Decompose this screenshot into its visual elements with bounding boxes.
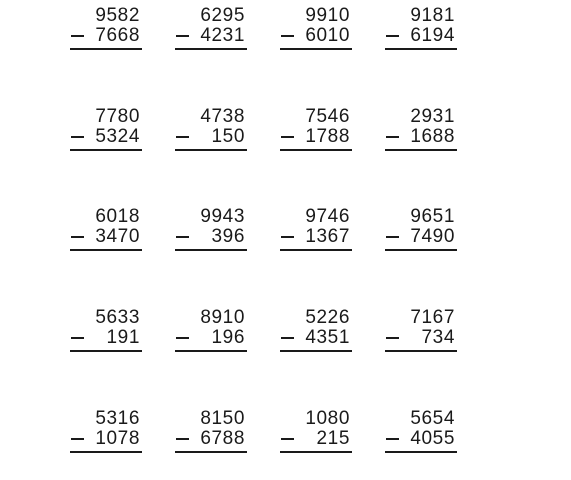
subtrahend-row [385, 127, 455, 147]
minuend: 5654 [410, 408, 455, 429]
minuend: 2931 [410, 106, 455, 127]
answer-line [280, 451, 352, 453]
subtrahend-row [175, 429, 245, 449]
minuend: 5226 [305, 307, 350, 328]
subtraction-problem [385, 6, 457, 50]
answer-line [280, 48, 352, 50]
answer-line [385, 451, 457, 453]
subtraction-problem [70, 308, 142, 352]
subtraction-problem [70, 207, 142, 251]
subtraction-problem [280, 409, 352, 453]
minus-sign-icon [386, 35, 399, 37]
minuend: 9746 [305, 206, 350, 227]
minus-sign-icon [281, 136, 294, 138]
subtraction-problem [175, 308, 247, 352]
minuend: 4738 [200, 106, 245, 127]
minus-sign-icon [386, 337, 399, 339]
subtrahend-row [280, 227, 350, 247]
minus-sign-icon [386, 236, 399, 238]
answer-line [70, 48, 142, 50]
subtrahend: 5324 [95, 126, 140, 147]
minus-sign-icon [176, 236, 189, 238]
subtraction-problem [280, 107, 352, 151]
subtraction-problem [175, 409, 247, 453]
subtrahend-row [385, 26, 455, 46]
minus-sign-icon [176, 35, 189, 37]
minuend: 8150 [200, 408, 245, 429]
minus-sign-icon [71, 35, 84, 37]
subtrahend-row [175, 328, 245, 348]
subtraction-problem [70, 409, 142, 453]
subtrahend-row [280, 328, 350, 348]
subtrahend: 1688 [410, 126, 455, 147]
answer-line [385, 350, 457, 352]
minus-sign-icon [386, 136, 399, 138]
subtrahend-row [385, 429, 455, 449]
minuend: 5633 [95, 307, 140, 328]
subtraction-problem [175, 107, 247, 151]
subtrahend: 3470 [95, 226, 140, 247]
minuend: 8910 [200, 307, 245, 328]
answer-line [175, 350, 247, 352]
minuend: 6295 [200, 5, 245, 26]
subtrahend: 7490 [410, 226, 455, 247]
minus-sign-icon [281, 236, 294, 238]
subtrahend: 1078 [95, 428, 140, 449]
minus-sign-icon [176, 136, 189, 138]
minus-sign-icon [281, 35, 294, 37]
minuend: 7780 [95, 106, 140, 127]
subtrahend: 4055 [410, 428, 455, 449]
subtrahend-row [280, 429, 350, 449]
minus-sign-icon [71, 337, 84, 339]
subtrahend: 191 [106, 327, 140, 348]
minuend: 9910 [305, 5, 350, 26]
subtrahend: 196 [211, 327, 245, 348]
subtrahend: 6010 [305, 25, 350, 46]
minuend: 7167 [410, 307, 455, 328]
minuend: 1080 [305, 408, 350, 429]
subtraction-problem [175, 6, 247, 50]
minus-sign-icon [71, 236, 84, 238]
minuend: 9943 [200, 206, 245, 227]
minuend: 5316 [95, 408, 140, 429]
answer-line [70, 149, 142, 151]
minuend: 6018 [95, 206, 140, 227]
minuend: 9181 [410, 5, 455, 26]
minus-sign-icon [386, 438, 399, 440]
subtrahend-row [280, 127, 350, 147]
answer-line [280, 149, 352, 151]
answer-line [70, 451, 142, 453]
subtrahend-row [70, 328, 140, 348]
answer-line [175, 149, 247, 151]
subtrahend-row [385, 227, 455, 247]
minus-sign-icon [71, 438, 84, 440]
minus-sign-icon [176, 438, 189, 440]
subtrahend-row [280, 26, 350, 46]
minus-sign-icon [281, 337, 294, 339]
subtraction-problem [280, 308, 352, 352]
minus-sign-icon [281, 438, 294, 440]
minuend: 9582 [95, 5, 140, 26]
subtrahend-row [175, 26, 245, 46]
subtrahend-row [385, 328, 455, 348]
subtrahend: 7668 [95, 25, 140, 46]
subtraction-problem [385, 207, 457, 251]
subtrahend-row [70, 227, 140, 247]
answer-line [280, 249, 352, 251]
subtrahend: 1788 [305, 126, 350, 147]
subtrahend-row [175, 227, 245, 247]
subtraction-problem [385, 409, 457, 453]
subtrahend: 734 [421, 327, 455, 348]
answer-line [385, 149, 457, 151]
subtrahend: 396 [211, 226, 245, 247]
answer-line [385, 48, 457, 50]
answer-line [385, 249, 457, 251]
subtrahend: 6788 [200, 428, 245, 449]
subtraction-problem [175, 207, 247, 251]
answer-line [70, 249, 142, 251]
subtrahend: 150 [211, 126, 245, 147]
subtrahend: 4231 [200, 25, 245, 46]
answer-line [70, 350, 142, 352]
subtrahend-row [70, 127, 140, 147]
minuend: 9651 [410, 206, 455, 227]
minus-sign-icon [176, 337, 189, 339]
subtraction-problem [280, 6, 352, 50]
minuend: 7546 [305, 106, 350, 127]
subtraction-problem [385, 308, 457, 352]
answer-line [175, 249, 247, 251]
subtraction-problem [70, 6, 142, 50]
answer-line [175, 451, 247, 453]
subtrahend: 1367 [305, 226, 350, 247]
subtrahend-row [70, 26, 140, 46]
answer-line [175, 48, 247, 50]
subtraction-problem [280, 207, 352, 251]
subtrahend-row [175, 127, 245, 147]
subtrahend: 6194 [410, 25, 455, 46]
answer-line [280, 350, 352, 352]
subtrahend: 215 [316, 428, 350, 449]
subtraction-problem [70, 107, 142, 151]
minus-sign-icon [71, 136, 84, 138]
subtraction-problem [385, 107, 457, 151]
subtrahend: 4351 [305, 327, 350, 348]
subtrahend-row [70, 429, 140, 449]
